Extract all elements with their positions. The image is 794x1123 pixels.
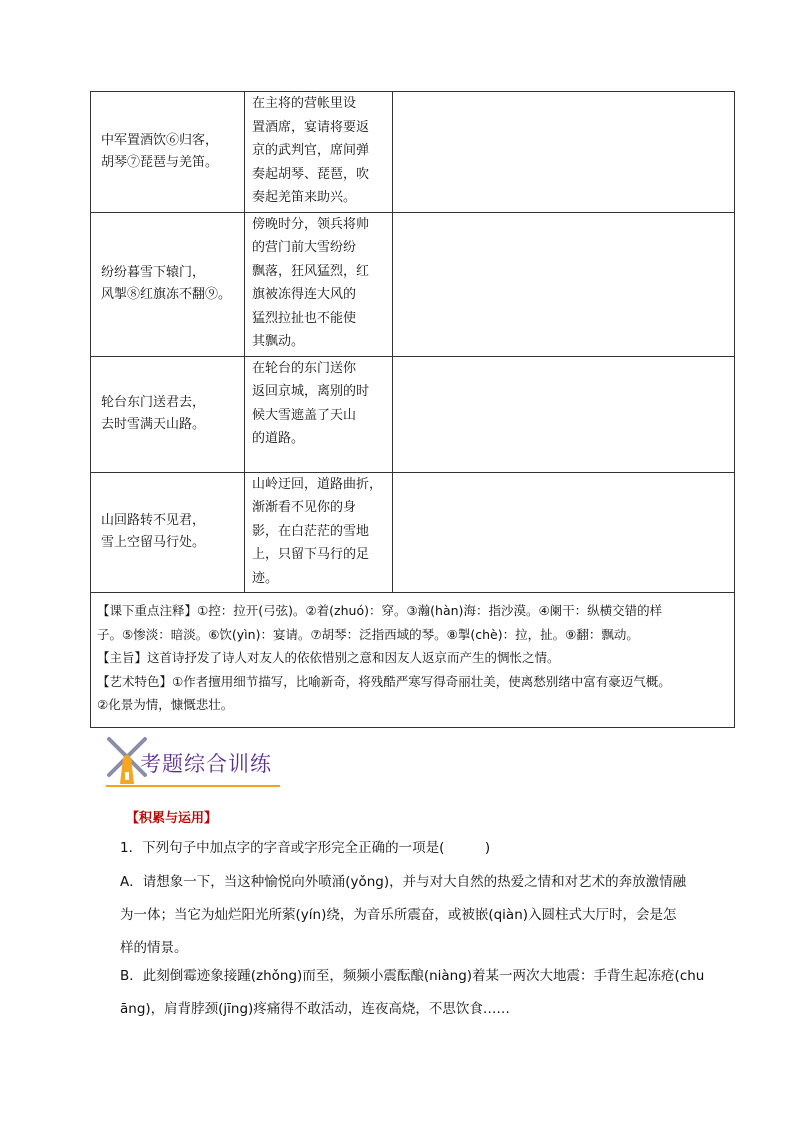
blank-cell [393, 212, 735, 356]
poem-line: 胡琴⑦琵琶与羌笛。 [101, 154, 219, 170]
section-title: 考题综合训练 [140, 752, 272, 776]
option-b [120, 960, 720, 1026]
option-line: A．请想象一下，当这种愉悦向外喷涌(yǒng)，并与对大自然的热爱之情和对艺术的奔放激情融 [120, 874, 687, 890]
option-line: āng)，肩背脖颈(jīng)疼痛得不敢活动，连夜高烧，不思饮食…… [120, 1001, 510, 1017]
translation-line: 的营门前大雪纷纷 [252, 240, 357, 255]
translation-line: 渐渐看不见你的身 [252, 500, 357, 515]
poem-line: 去时雪满天山路。 [101, 417, 206, 432]
poem-line: 山回路转不见君， [101, 513, 206, 529]
translation-line: 奏起羌笛来助兴。 [252, 190, 357, 205]
translation-line: 在主将的营帐里设 [252, 96, 357, 111]
translation-line: 飘落，狂风猛烈，红 [252, 263, 370, 279]
option-line: 样的情景。 [120, 940, 188, 956]
poem-line: 中军置酒饮⑥归客， [101, 132, 219, 148]
table-row [91, 212, 735, 356]
poem-original-cell [91, 472, 245, 593]
table-row [91, 92, 735, 213]
translation-line: 猛烈拉扯也不能使 [252, 310, 357, 326]
poem-line: 雪上空留马行处。 [101, 535, 206, 551]
translation-line: 影，在白茫茫的雪地 [252, 523, 370, 539]
theme-line: 【主旨】这首诗抒发了诗人对友人的依依惜别之意和因友人返京而产生的惆怅之情。 [97, 650, 560, 665]
blank-cell [393, 356, 735, 472]
option-line: 为一体；当它为灿烂阳光所萦(yín)绕，为音乐所震奋，或被嵌(qiàn)入圆柱式大厅时，会是怎 [120, 907, 677, 923]
annotation-line: 子。⑤惨淡：暗淡。⑥饮(yìn)：宴请。⑦胡琴：泛指西域的琴。⑧掣(chè)：拉，扯。⑨翻：飘动。 [97, 626, 639, 642]
translation-line: 京的武判官，席间弹 [252, 143, 370, 158]
subsection-title: 【积累与运用】 [126, 811, 218, 826]
translation-line: 奏起胡琴、琵琶，吹 [252, 166, 370, 182]
poem-translation-table [90, 91, 735, 728]
translation-cell [245, 212, 393, 356]
option-a [120, 866, 720, 965]
translation-line: 山岭迂回，道路曲折， [252, 476, 383, 492]
table-row [91, 356, 735, 472]
notes-row [91, 593, 735, 728]
blank-cell [393, 92, 735, 213]
poem-original-cell [91, 356, 245, 472]
section-underline [106, 785, 280, 787]
translation-line: 返回京城，离别的时 [252, 384, 370, 399]
poem-line: 风掣⑧红旗冻不翻⑨。 [101, 287, 232, 302]
translation-line: 傍晚时分，领兵将帅 [252, 216, 370, 232]
poem-original-cell [91, 92, 245, 213]
translation-cell [245, 356, 393, 472]
translation-line: 候大雪遮盖了天山 [252, 407, 357, 423]
annotation-line: 【课下重点注释】①控：拉开(弓弦)。②着(zhuó)：穿。③瀚(hàn)海：指沙漠。④阑干：纵横交错的样 [97, 603, 663, 618]
translation-line: 在轮台的东门送你 [252, 360, 357, 376]
translation-line: 的道路。 [252, 431, 305, 446]
blank-cell [393, 472, 735, 593]
art-feature-line: ②化景为情，慷慨悲壮。 [97, 697, 234, 712]
translation-line: 其飘动。 [252, 334, 305, 349]
translation-line: 迹。 [252, 570, 279, 586]
poem-line: 轮台东门送君去， [101, 395, 206, 410]
translation-line: 上，只留下马行的足 [252, 547, 370, 562]
art-feature-line: 【艺术特色】①作者擅用细节描写，比喻新奇，将残酷严寒写得奇丽壮美，使离愁别绪中富有豪迈气概。 [97, 673, 671, 689]
translation-line: 旗被冻得连大风的 [252, 287, 357, 302]
translation-cell [245, 472, 393, 593]
table-row [91, 472, 735, 593]
option-line: B．此刻倒霉迹象接踵(zhǒng)而至，频频小震酝酿(niàng)着某一两次大地震：手背生起冻疮(chu [120, 968, 705, 984]
section-header [106, 736, 306, 786]
translation-line: 置酒席，宴请将要返 [252, 119, 370, 135]
translation-cell [245, 92, 393, 213]
question-stem: 1．下列句子中加点字的字音或字形完全正确的一项是( ) [120, 840, 491, 856]
poem-line: 纷纷暮雪下辕门， [101, 265, 206, 280]
notes-cell [91, 593, 735, 728]
poem-original-cell [91, 212, 245, 356]
